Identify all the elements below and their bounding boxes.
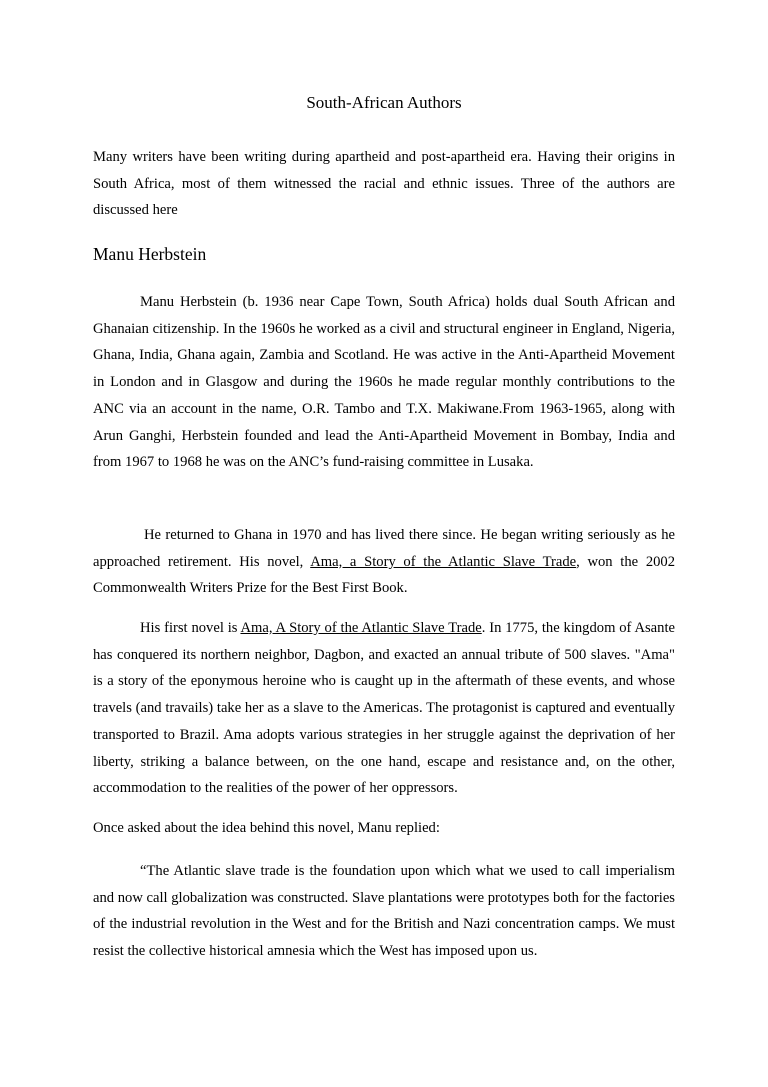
bio-paragraph: Manu Herbstein (b. 1936 near Cape Town, South Africa) holds dual South African and Ghanaian citizenship. In the 1960s he worked as a civil and structural engineer in England, Nigeria, Ghana, India, Ghana again, Zambia and Scotland. He was active in the Anti-Apartheid Movement in London and in Glasgow and during the 1960s he made regular monthly contributions to the ANC via an account in the name, O.R. Tambo and T.X. Makiwane.From 1963-1965, along with Arun Ganghi, Herbstein founded and lead the Anti-Apartheid Movement in Bombay, India and from 1967 to 1968 he was on the ANC’s fund-raising committee in Lusaka. <box>93 294 675 471</box>
quote-paragraph: “The Atlantic slave trade is the foundation upon which what we used to call imperialism and now call globalization was constructed. Slave plantations were prototypes both for the factories of the industrial revolution in the West and for the British and Nazi concentration camps. We must resist the collective historical amnesia which the West has imposed upon us. <box>93 863 675 960</box>
career-paragraph <box>93 522 675 602</box>
novel-text-after: . In 1775, the kingdom of Asante has conquered its northern neighbor, Dagbon, and exacted an annual tribute of 500 slaves. "Ama" is a story of the eponymous heroine who is caught up in the aftermath of these events, and whose travels (and travails) take her as a slave to the Americas. The protagonist is captured and eventually transported to Brazil. Ama adopts various strategies in her struggle against the deprivation of her liberty, striking a balance between, on the one hand, escape and resistance and, on the other, accommodation to the realities of the power of her oppressors. <box>93 620 675 797</box>
intro-paragraph: Many writers have been writing during apartheid and post-apartheid era. Having their origins in South Africa, most of them witnessed the racial and ethnic issues. Three of the authors are discussed here <box>93 149 675 219</box>
career-text-before: He returned to Ghana in 1970 and has lived there since. He began writing seriously as he approached retirement. His novel, <box>93 527 675 570</box>
book-title-link: Ama, a Story of the Atlantic Slave Trade <box>310 553 577 570</box>
career-text-after: , won the 2002 Commonwealth Writers Prize for the Best First Book. <box>93 553 676 597</box>
novel-paragraph <box>93 615 675 802</box>
document-title: South-African Authors <box>306 93 462 112</box>
novel-title: Ama, A Story of the Atlantic Slave Trade <box>240 620 482 636</box>
section-heading: Manu Herbstein <box>93 244 207 264</box>
quote-intro-paragraph: Once asked about the idea behind this novel, Manu replied: <box>93 820 440 836</box>
novel-text-before: His first novel is <box>140 620 241 636</box>
